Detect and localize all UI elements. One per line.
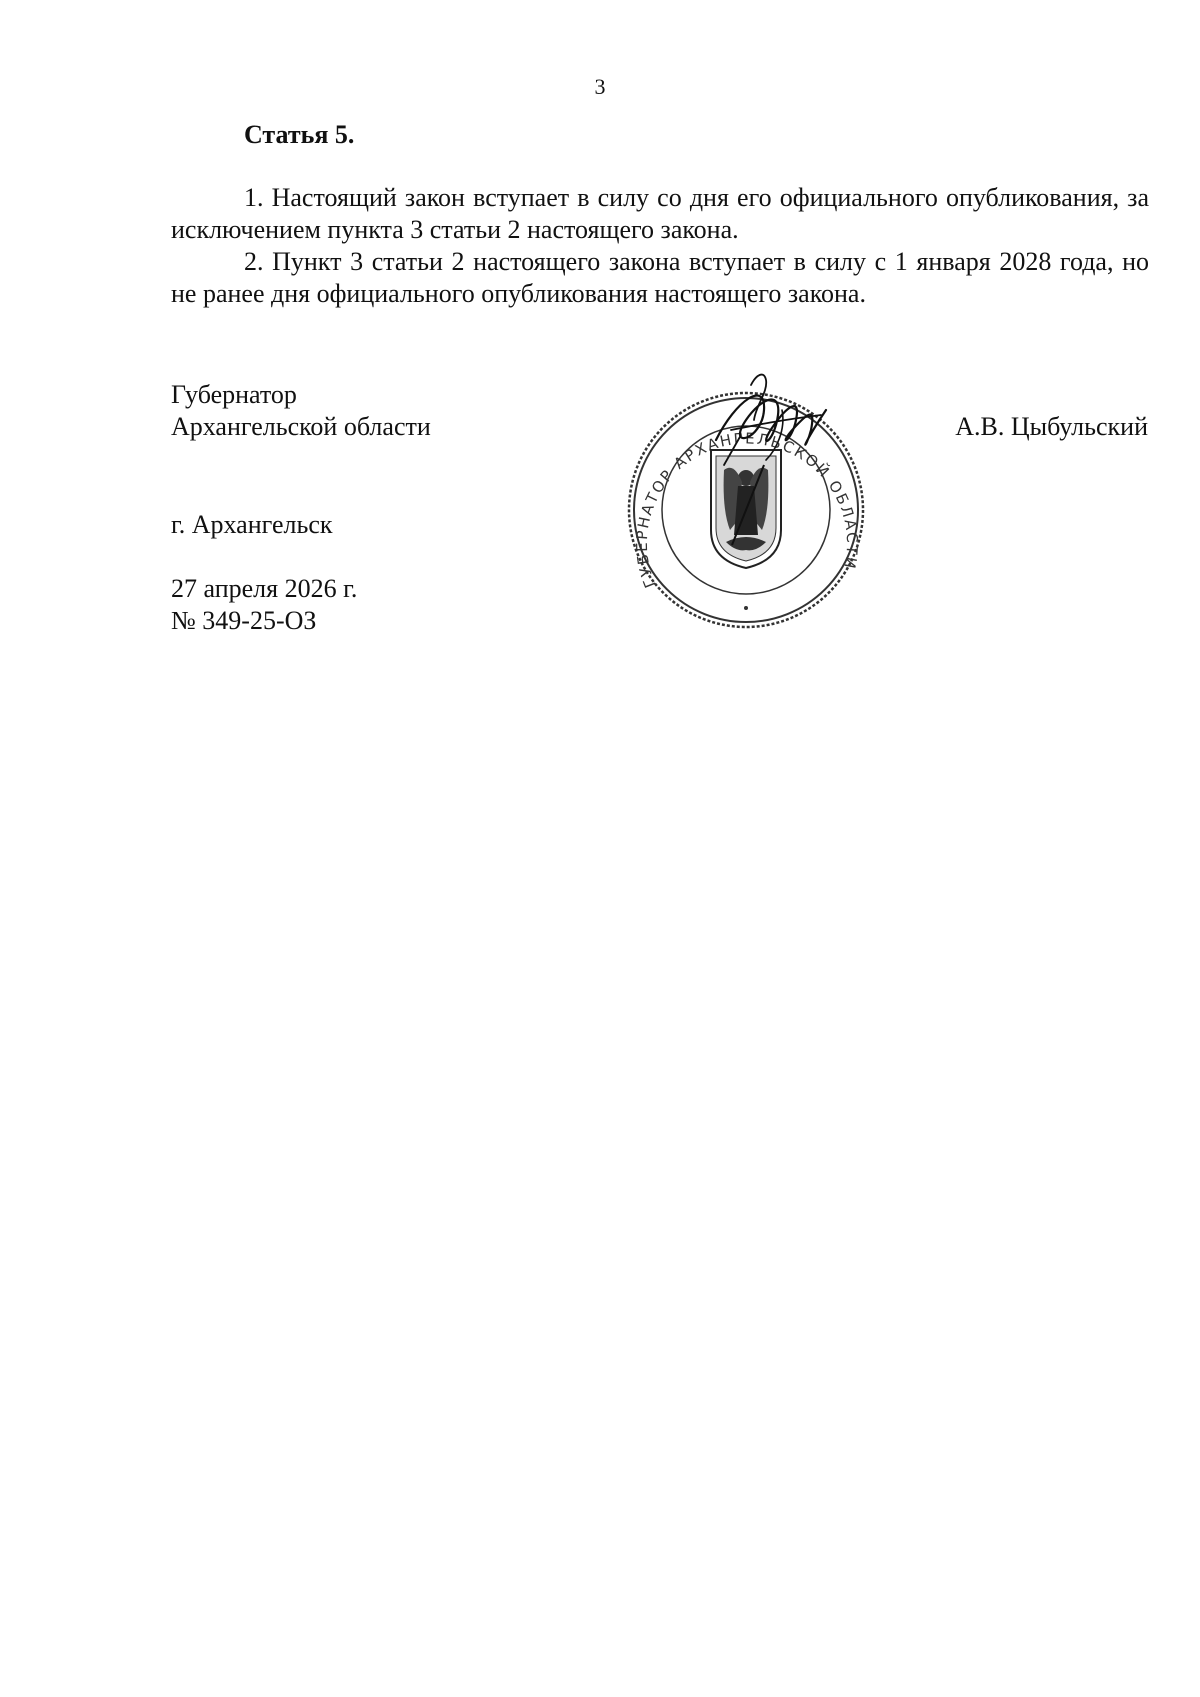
signatory-position [171, 379, 431, 443]
seal-and-signature-icon [606, 370, 876, 630]
document-number: № 349-25-ОЗ [171, 606, 317, 635]
page-number: 3 [594, 74, 606, 99]
article-body [171, 182, 1149, 310]
article-paragraph-1: 1. Настоящий закон вступает в силу со дня его официального опубликования, за исключением пункта 3 статьи 2 настоящего закона. [171, 183, 1149, 244]
place-of-signing: г. Архангельск [171, 510, 333, 539]
article-paragraph-2: 2. Пункт 3 статьи 2 настоящего закона вступает в силу с 1 января 2028 года, но не ранее дня официального опубликования настоящего закона. [171, 247, 1149, 308]
official-seal [606, 370, 876, 630]
signatory-title: Губернатор [171, 380, 297, 409]
seal-lettering: ГУБЕРНАТОР АРХАНГЕЛЬСКОЙ ОБЛАСТИ [632, 429, 862, 591]
document-date-number [171, 573, 357, 637]
signatory-name: А.В. Цыбульский [955, 412, 1148, 441]
document-date: 27 апреля 2026 г. [171, 574, 358, 603]
article-title: Статья 5. [244, 120, 355, 149]
signatory-region: Архангельской области [171, 412, 431, 441]
